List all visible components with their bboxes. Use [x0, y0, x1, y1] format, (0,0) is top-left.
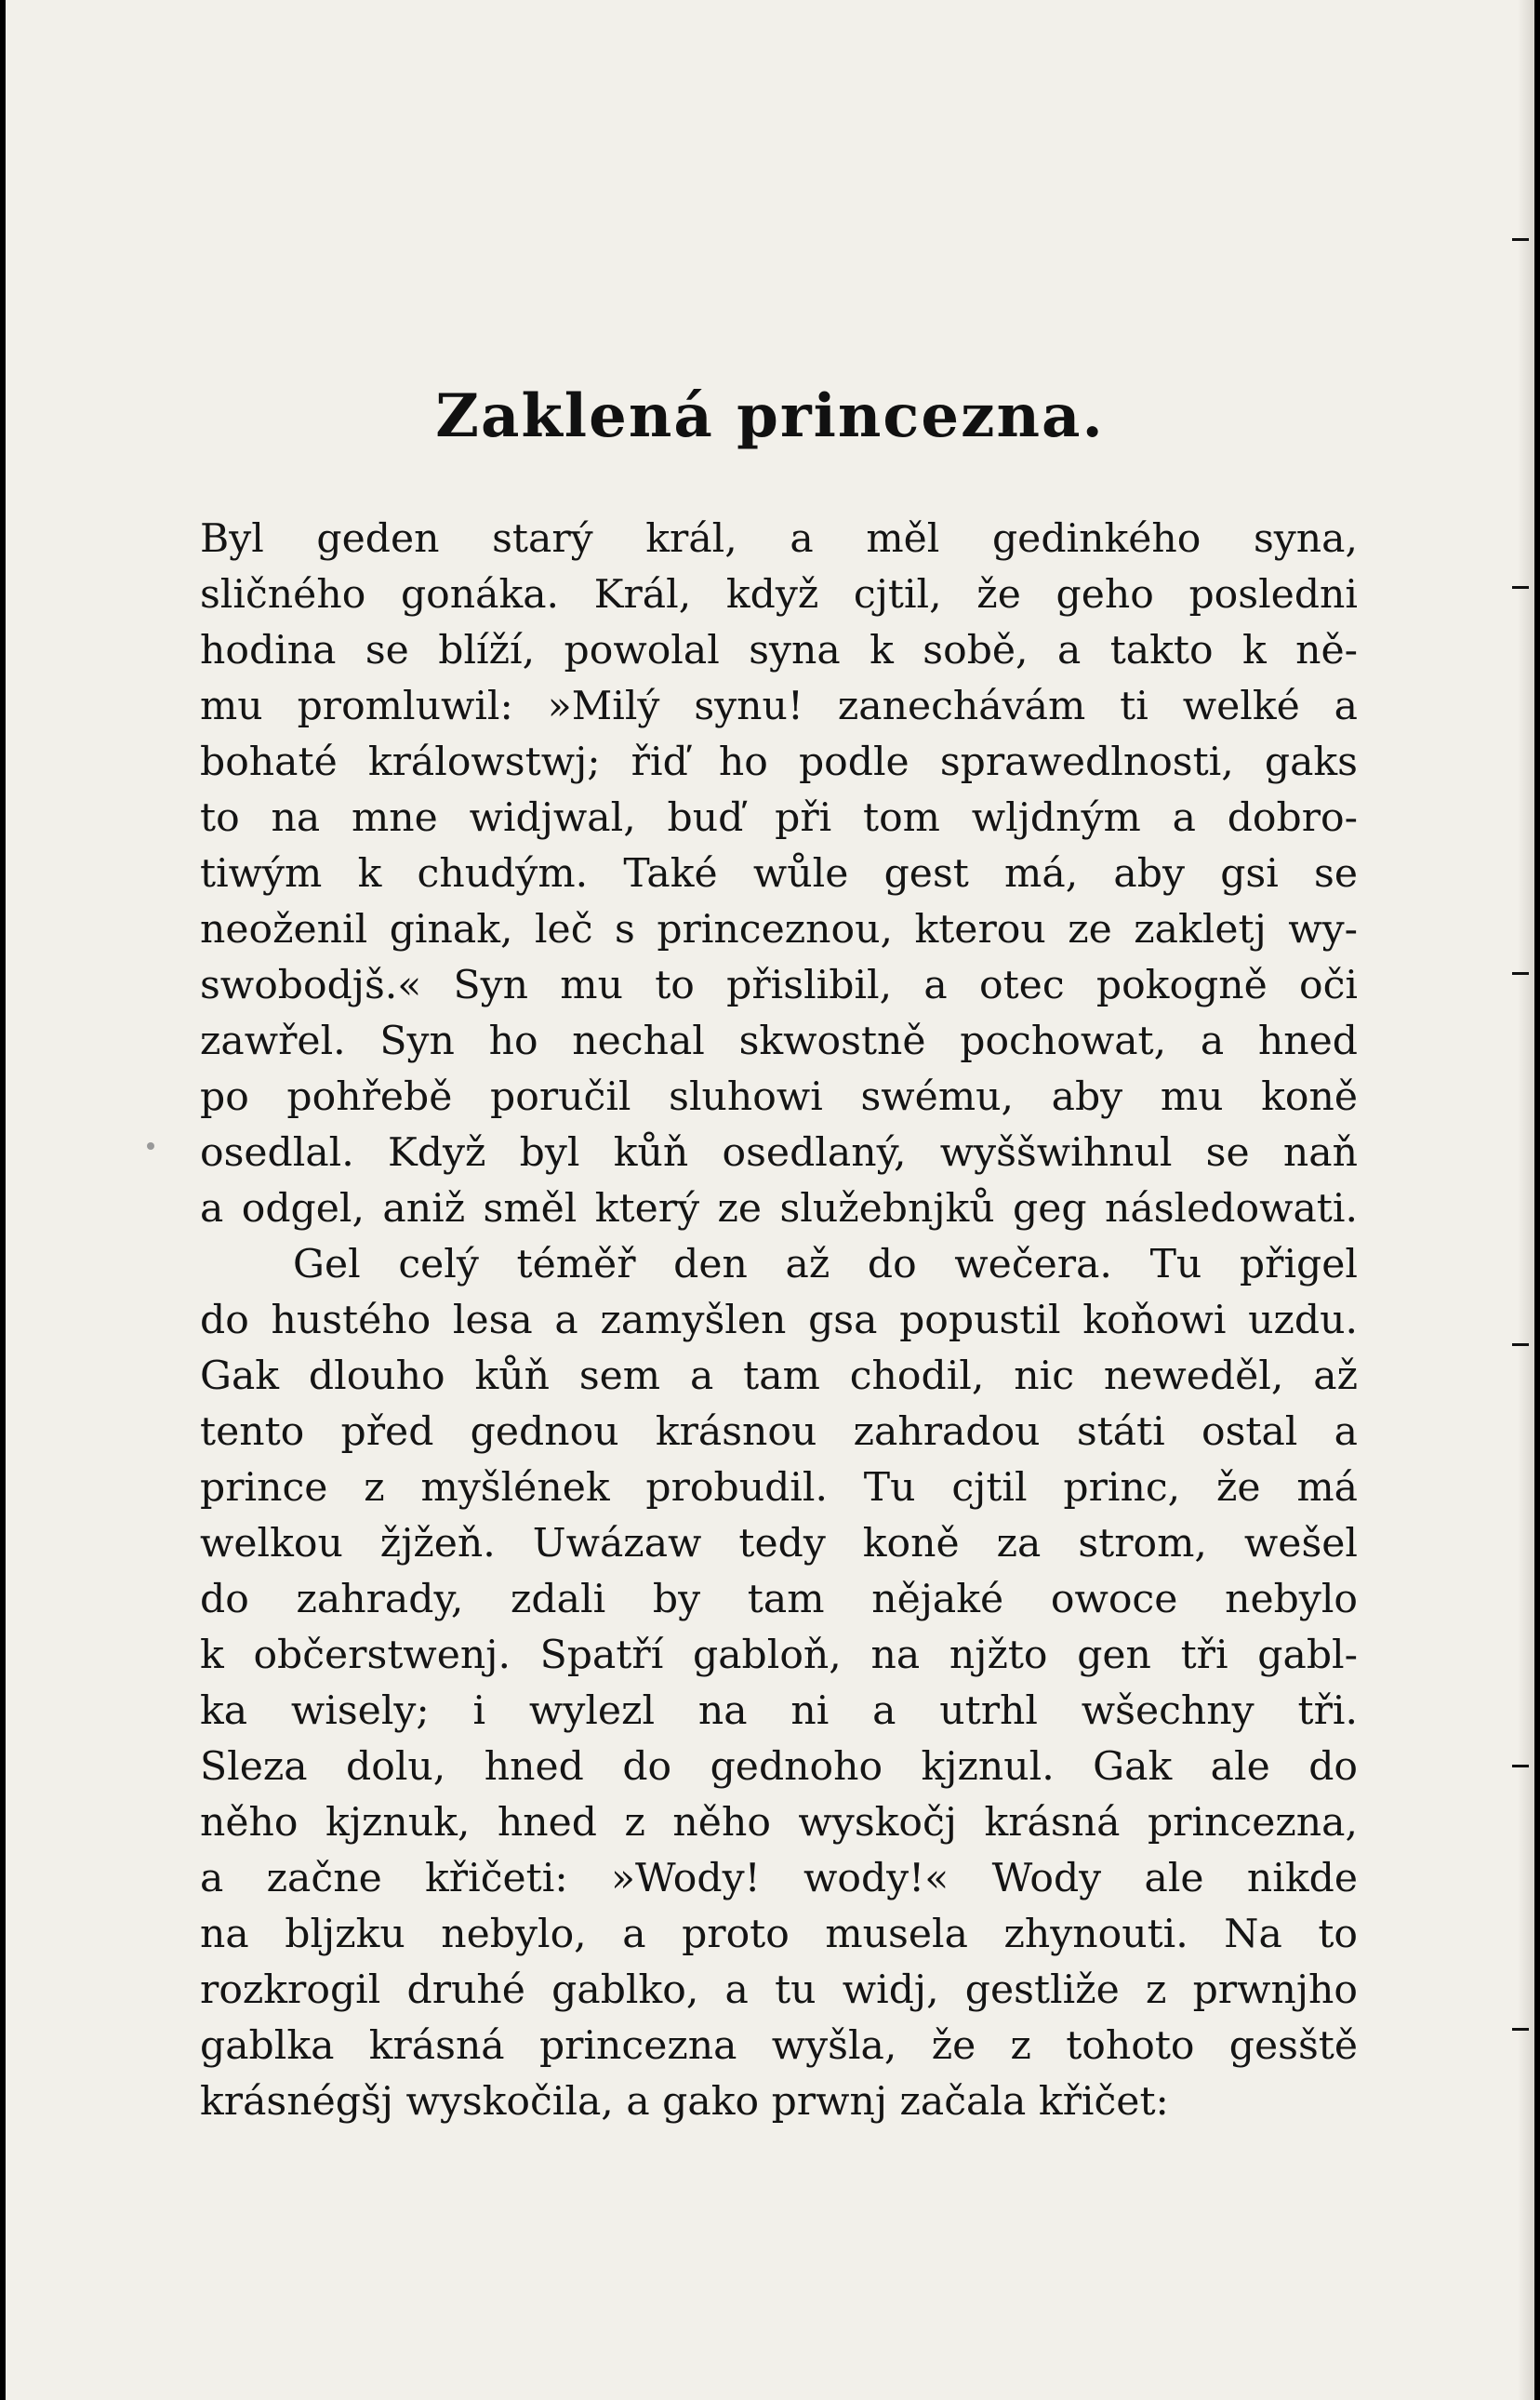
text-line: neoženil ginak, leč s princeznou, kterou ze zakletj wy- [200, 907, 1358, 953]
text-line: osedlal. Když byl kůň osedlaný, wyššwihnul se naň [200, 1130, 1358, 1176]
text-line: a odgel, aniž směl který ze služebnjků geg následowati. [200, 1186, 1358, 1232]
margin-mark [1512, 1343, 1529, 1346]
text-line: po pohřebě poručil sluhowi swému, aby mu koně [200, 1074, 1358, 1120]
text-line: rozkrogil druhé gablko, a tu widj, gestliže z prwnjho [200, 1967, 1358, 2013]
text-line: mu promluwil: »Milý synu! zanechávám ti welké a [200, 684, 1358, 729]
margin-mark [1512, 972, 1529, 975]
text-line: do zahrady, zdali by tam nějaké owoce nebylo [200, 1577, 1358, 1622]
text-line: do hustého lesa a zamyšlen gsa popustil koňowi uzdu. [200, 1298, 1358, 1343]
ink-speck [147, 1142, 154, 1150]
text-line: ka wisely; i wylezl na ni a utrhl wšechny tři. [200, 1688, 1358, 1734]
text-line: krásnégšj wyskočila, a gako prwnj začala křičet: [200, 2079, 1169, 2125]
text-line: Sleza dolu, hned do gednoho kjznul. Gak ale do [200, 1744, 1358, 1790]
body-text [200, 512, 1358, 2130]
page-title: Zaklená princezna. [435, 381, 1105, 451]
text-line: Gak dlouho kůň sem a tam chodil, nic neweděl, až [200, 1353, 1358, 1399]
text-line: prince z myšlének probudil. Tu cjtil princ, že má [200, 1465, 1358, 1511]
text-line: hodina se blíží, powolal syna k sobě, a takto k ně- [200, 628, 1358, 673]
text-line: swobodjš.« Syn mu to přislibil, a otec pokogně oči [200, 963, 1358, 1008]
text-line: welkou žjžeň. Uwázaw tedy koně za strom, wešel [200, 1521, 1358, 1567]
margin-mark [1512, 2028, 1529, 2031]
text-line: a začne křičeti: »Wody! wody!« Wody ale nikde [200, 1856, 1358, 1901]
text-line: sličného gonáka. Král, když cjtil, že geho posledni [200, 572, 1358, 618]
text-line: Gel celý téměř den až do wečera. Tu přigel [293, 1242, 1358, 1287]
text-line: bohaté králowstwj; řiď ho podle sprawedlnosti, gaks [200, 740, 1358, 785]
text-line: něho kjznuk, hned z něho wyskočj krásná princezna, [200, 1800, 1358, 1846]
text-line: zawřel. Syn ho nechal skwostně pochowat, a hned [200, 1019, 1358, 1064]
margin-mark [1512, 238, 1529, 241]
text-line: gablka krásná princezna wyšla, že z tohoto gesště [200, 2023, 1358, 2069]
text-line: tento před gednou krásnou zahradou státi ostal a [200, 1409, 1358, 1455]
text-line: to na mne widjwal, buď při tom wljdným a dobro- [200, 795, 1358, 841]
text-line: na bljzku nebylo, a proto musela zhynouti. Na to [200, 1912, 1358, 1957]
page-fold-shadow [1518, 0, 1534, 2400]
margin-mark [1512, 1765, 1529, 1767]
text-line: Byl geden starý král, a měl gedinkého syna, [200, 516, 1358, 562]
text-line: tiwým k chudým. Také wůle gest má, aby gsi se [200, 851, 1358, 897]
margin-mark [1512, 586, 1529, 589]
text-line: k občerstwenj. Spatří gabloň, na njžto gen tři gabl- [200, 1633, 1358, 1678]
